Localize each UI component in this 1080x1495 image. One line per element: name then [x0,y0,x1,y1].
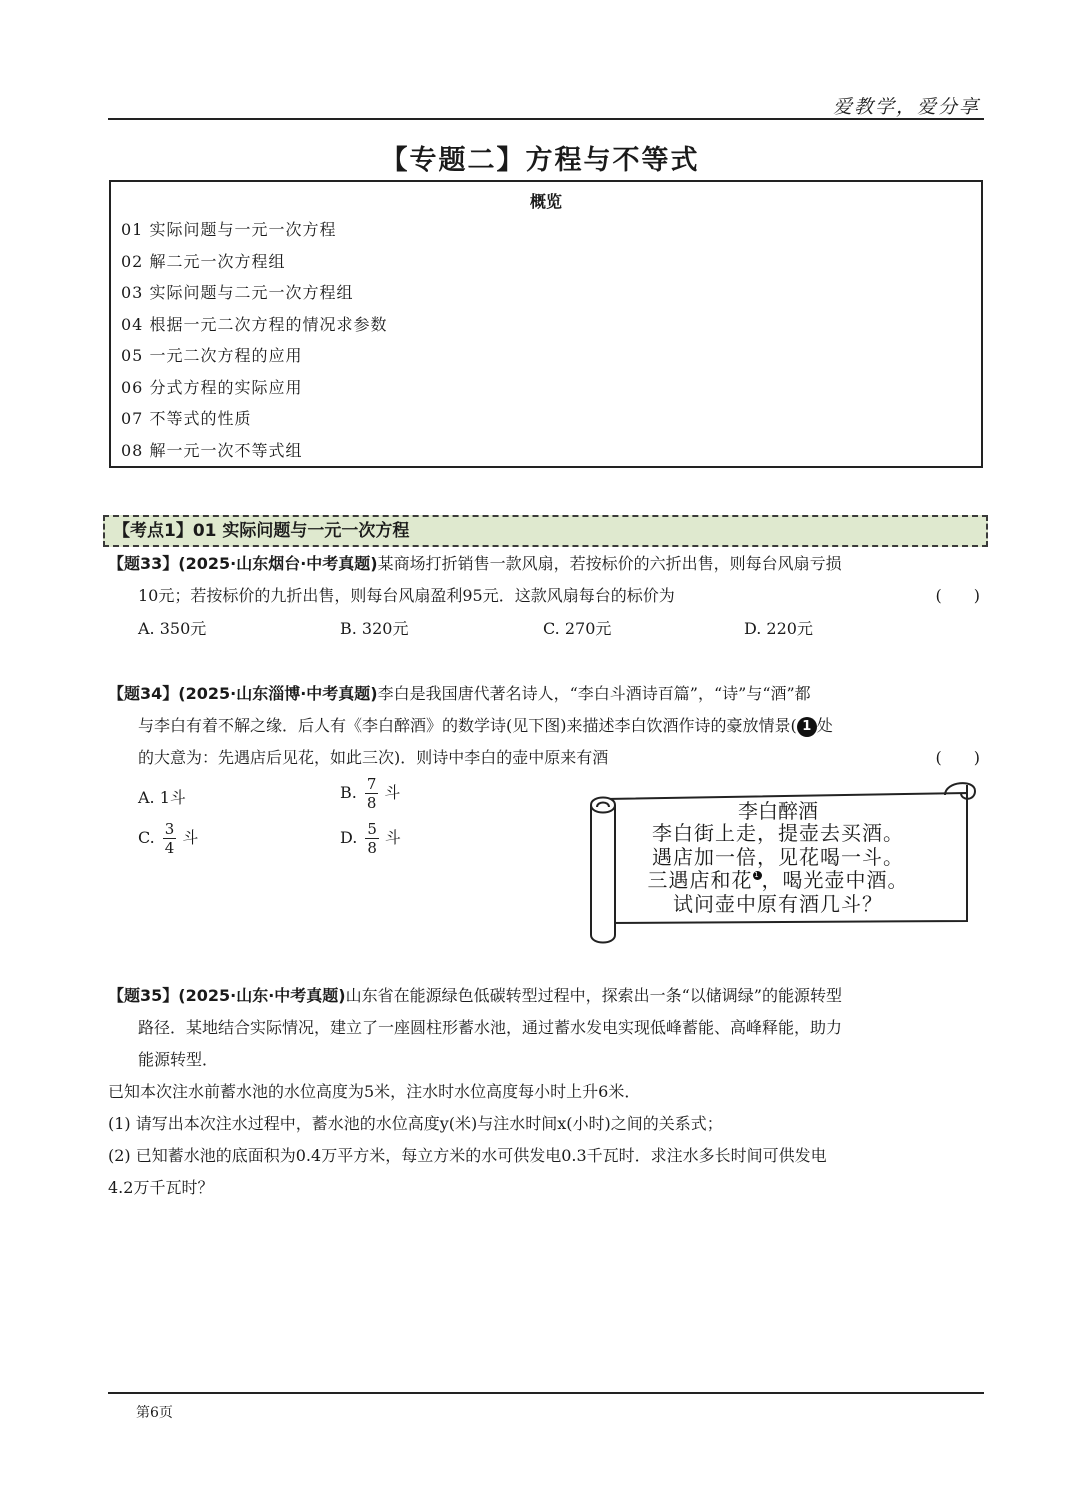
poem-line: 遇店加一倍，见花喝一斗。 [652,844,904,869]
q35-part1: (1) 请写出本次注水过程中，蓄水池的水位高度y(米)与注水时间x(小时)之间的关系式； [108,1114,723,1133]
page-title: 【专题二】方程与不等式 [380,145,700,176]
q34-answer-paren: ( ) [935,748,980,767]
fraction-denominator: 4 [164,839,175,857]
poem-line-part: 三遇店和花 [647,868,753,892]
note-marker-icon: 1 [754,871,760,879]
q33-option-d: D. 220元 [744,619,813,638]
question-33 [108,548,984,612]
overview-list [121,218,387,470]
question-34 [108,678,984,774]
header-rule [108,118,984,120]
kaodian-banner: 【考点1】01 实际问题与一元一次方程 [103,515,988,547]
overview-box [109,180,983,468]
q35-line4: 已知本次注水前蓄水池的水位高度为5米，注水时水位高度每小时上升6米． [108,1082,641,1101]
q34-line2: 与李白有着不解之缘．后人有《李白醉酒》的数学诗(见下图)来描述李白饮酒作诗的豪放情景( [138,716,797,735]
q35-line1: 山东省在能源绿色低碳转型过程中，探索出一条“以储调绿”的能源转型 [345,986,842,1005]
q34-option-c-prefix: C. [138,828,155,847]
q34-option-c [138,820,198,857]
footer-rule [108,1392,984,1394]
q34-option-a: A. 1斗 [138,788,186,807]
overview-item: 08 解一元一次不等式组 [121,440,303,460]
q35-line3: 能源转型． [138,1050,219,1069]
q33-label: 【题33】(2025·山东烟台·中考真题) [108,554,378,573]
overview-item: 02 解二元一次方程组 [121,251,286,271]
q35-part2: (2) 已知蓄水池的底面积为0.4万平方米，每立方米的水可供发电0.3千瓦时．求注水多长时间可供发电 [108,1146,827,1165]
q33-option-c: C. 270元 [543,619,612,638]
poem [618,800,938,916]
q35-label: 【题35】(2025·山东·中考真题) [108,986,346,1005]
poem-line-part: ，喝光壶中酒。 [761,868,909,892]
overview-item: 03 实际问题与二元一次方程组 [121,283,354,302]
poem-title: 李白醉酒 [738,799,818,823]
q34-line2-end: 处 [816,716,833,735]
q34-label: 【题34】(2025·山东淄博·中考真题) [108,684,378,703]
q33-option-b: B. 320元 [340,619,409,638]
q34-line3: 的大意为：先遇店后见花，如此三次)．则诗中李白的壶中原来有酒 [138,748,609,767]
q34-option-b-unit: 斗 [384,783,401,802]
fraction-denominator: 8 [366,794,377,812]
question-35 [108,980,984,1204]
poem-line: 李白街上走，提壶去买酒。 [652,821,904,845]
q33-line2: 10元；若按标价的九折出售，则每台风扇盈利95元．这款风扇每台的标价为 [138,586,675,605]
fraction-numerator: 3 [164,820,175,838]
q33-answer-paren: ( ) [935,586,980,605]
page-number: 第6页 [136,1405,173,1421]
q35-part2-cont: 4.2万千瓦时？ [108,1178,214,1197]
q34-option-b [340,775,400,812]
poem-line [618,869,938,893]
overview-item: 01 实际问题与一元一次方程 [121,220,337,239]
overview-item: 07 不等式的性质 [121,409,252,428]
q34-option-d [340,820,401,857]
fraction-numerator: 7 [366,775,377,793]
q33-line1: 某商场打折销售一款风扇，若按标价的六折出售，则每台风扇亏损 [377,554,842,573]
q34-option-d-prefix: D. [340,828,358,847]
poem-line: 试问壶中原有酒几斗？ [673,891,883,916]
fraction [365,820,379,857]
fraction [365,775,379,812]
q35-line2: 路径．某地结合实际情况，建立了一座圆柱形蓄水池，通过蓄水发电实现低峰蓄能、高峰释能，助力 [138,1018,843,1037]
q34-line1: 李白是我国唐代著名诗人，“李白斗酒诗百篇”，“诗”与“酒”都 [377,684,811,703]
fraction [163,820,177,857]
overview-item: 04 根据一元二次方程的情况求参数 [121,314,388,334]
overview-heading: 概览 [529,192,562,211]
overview-item: 05 一元二次方程的应用 [121,346,303,365]
header-slogan: 爱教学，爱分享 [832,96,980,118]
q34-option-c-unit: 斗 [182,828,199,847]
q33-option-a: A. 350元 [138,619,207,638]
fraction-denominator: 8 [367,839,377,857]
fraction-numerator: 5 [367,820,377,838]
q34-option-d-unit: 斗 [384,828,401,847]
note-marker-icon: 1 [797,717,817,737]
q34-option-b-prefix: B. [340,783,357,802]
overview-item: 06 分式方程的实际应用 [121,377,303,397]
